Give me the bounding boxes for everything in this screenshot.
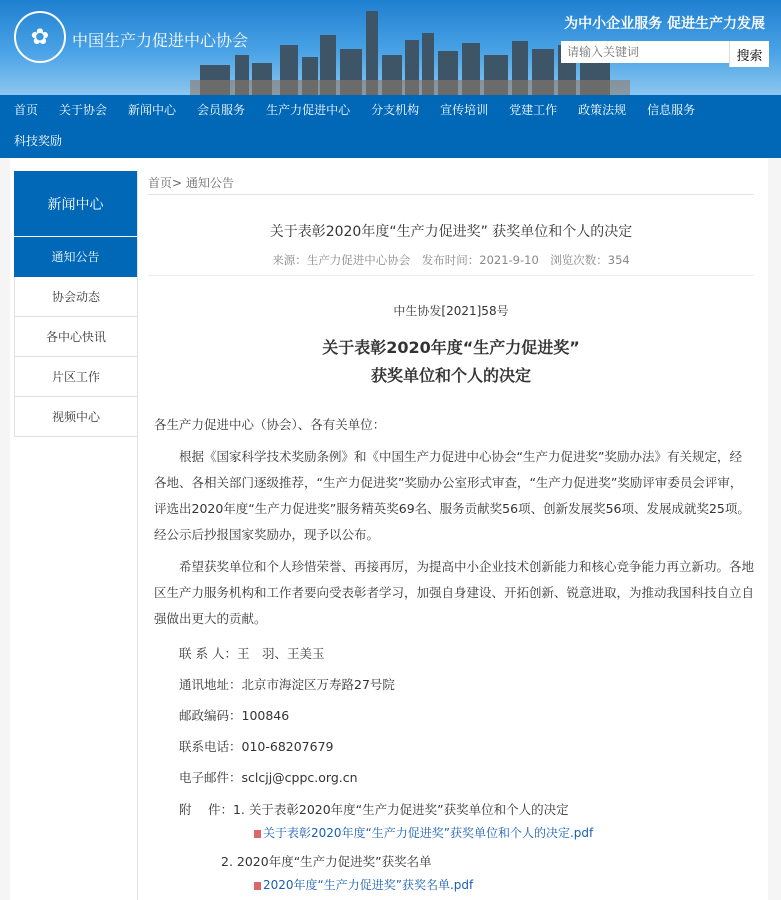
address: 通讯地址：北京市海淀区万寿路27号院: [179, 677, 395, 692]
salutation: 各生产力促进中心（协会）、各有关单位：: [154, 417, 386, 432]
phone: 联系电话：010-68207679: [179, 739, 334, 754]
article: [148, 171, 754, 897]
nav-item[interactable]: 科技奖励: [14, 134, 63, 148]
nav-item[interactable]: 生产力促进中心: [266, 103, 351, 117]
sidebar-item-regional-work[interactable]: 片区工作: [14, 357, 137, 397]
nav-item[interactable]: 信息服务: [647, 103, 696, 117]
pdf-icon: [254, 830, 261, 838]
search-button[interactable]: 搜索: [729, 41, 769, 67]
nav-item[interactable]: 宣传培训: [440, 103, 489, 117]
sidebar-item-notices[interactable]: 通知公告: [14, 237, 137, 277]
document-heading: [148, 334, 754, 390]
contact-person: 联 系 人：王 羽、王美玉: [179, 646, 325, 661]
article-meta: 来源：生产力促进中心协会 发布时间：2021-9-10 浏览次数：354: [148, 252, 754, 276]
attachment-2-label: 2. 2020年度“生产力促进奖”获奖名单: [221, 854, 432, 869]
search-bar: [561, 41, 769, 67]
page-body: [10, 158, 768, 900]
sidebar-item-association-news[interactable]: 协会动态: [14, 277, 137, 317]
nav-item[interactable]: 分支机构: [371, 103, 420, 117]
site-name: 中国生产力促进中心协会: [72, 31, 249, 50]
sidebar: [14, 171, 138, 900]
attachment-2-link[interactable]: 2020年度“生产力促进奖”获奖名单.pdf: [263, 878, 474, 892]
postcode: 邮政编码：100846: [179, 708, 290, 723]
attachment-1-label: 附 件：1. 关于表彰2020年度“生产力促进奖”获奖单位和个人的决定: [179, 802, 569, 817]
nav-item[interactable]: 首页: [14, 103, 39, 117]
heading-line-1: 关于表彰2020年度“生产力促进奖”: [322, 338, 580, 357]
nav-item[interactable]: 政策法规: [578, 103, 627, 117]
sidebar-title: 新闻中心: [14, 171, 137, 237]
article-body: [148, 412, 754, 897]
pdf-icon: [254, 882, 261, 890]
sidebar-item-video-center[interactable]: 视频中心: [14, 397, 137, 437]
sidebar-item-center-news[interactable]: 各中心快讯: [14, 317, 137, 357]
article-title: 关于表彰2020年度“生产力促进奖” 获奖单位和个人的决定: [269, 224, 633, 240]
nav-item[interactable]: 关于协会: [59, 103, 108, 117]
nav-item[interactable]: 党建工作: [509, 103, 558, 117]
main-nav: [0, 95, 781, 158]
cppc-logo[interactable]: ✿: [14, 11, 66, 63]
search-input[interactable]: [561, 41, 729, 63]
heading-line-2: 获奖单位和个人的决定: [370, 366, 531, 385]
paragraph: 希望获奖单位和个人珍惜荣誉、再接再厉，为提高中小企业技术创新能力和核心竞争能力再立新功。各地区生产力服务机构和工作者要向受表彰者学习，加强自身建设、开拓创新、锐意进取，为推动我国科技自立自强做出更大的贡献。: [154, 559, 755, 626]
header: [0, 0, 781, 95]
nav-item[interactable]: 会员服务: [197, 103, 246, 117]
nav-item[interactable]: 新闻中心: [128, 103, 177, 117]
breadcrumb[interactable]: 首页> 通知公告: [148, 171, 754, 195]
document-number: 中生协发[2021]58号: [393, 304, 509, 318]
email: 电子邮件：sclcjj@cppc.org.cn: [179, 770, 358, 785]
attachment-1-link[interactable]: 关于表彰2020年度“生产力促进奖”获奖单位和个人的决定.pdf: [263, 826, 594, 840]
paragraph: 根据《国家科学技术奖励条例》和《中国生产力促进中心协会“生产力促进奖”奖励办法》有关规定，经各地、各相关部门逐级推荐，“生产力促进奖”奖励办公室形式审查，“生产力促进奖”奖励评审委员会评审，评选出2020年度“生产力促进奖”服务精英奖69名、服务贡献奖56项、创新发展奖56项、发展成就奖25项。经公示后抄报国家奖励办，现予以公布。: [154, 449, 750, 542]
slogan: 为中小企业服务 促进生产力发展: [564, 16, 765, 32]
